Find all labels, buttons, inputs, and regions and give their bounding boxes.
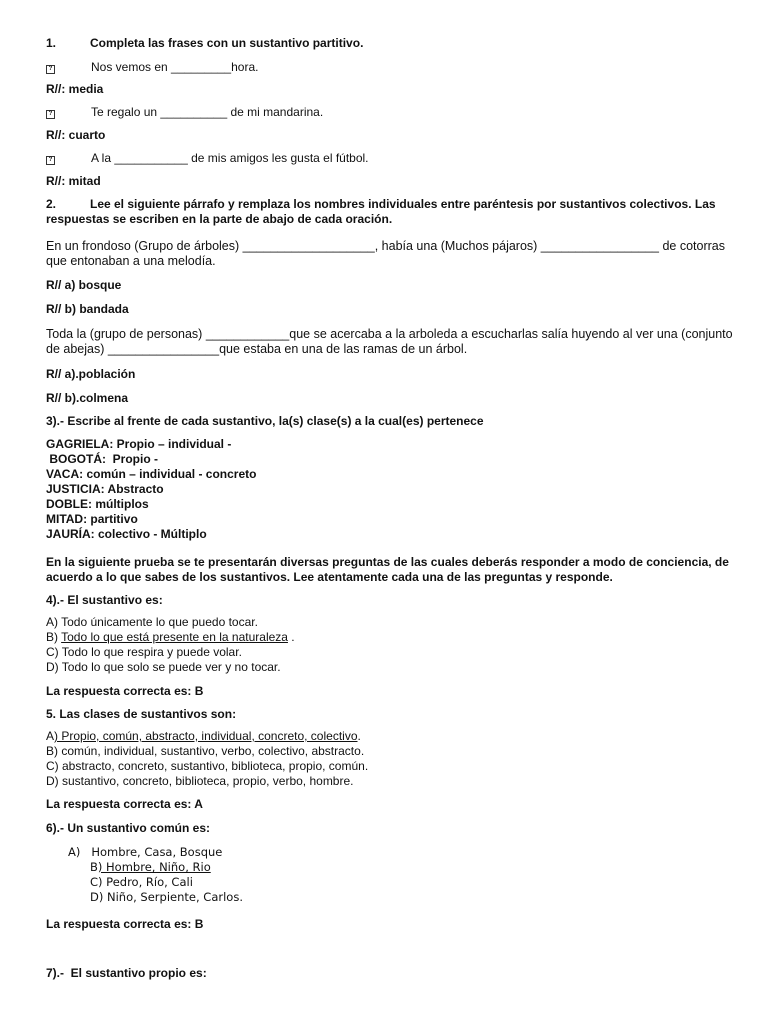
q2-answer-1a: R// a) bosque — [46, 278, 122, 292]
q4-option-b: B) Todo lo que está presente en la naturaleza . — [46, 630, 295, 644]
q3-list — [46, 437, 736, 542]
q4-options — [46, 615, 736, 675]
q2-answer-2b: R// b).colmena — [46, 391, 129, 405]
q1-answer-2: R//: cuarto — [46, 128, 106, 142]
q1-item-1: ? Nos vemos en _________hora. — [46, 60, 736, 75]
q3-line: GAGRIELA: Propio – individual - — [46, 437, 232, 451]
q3-line: VACA: común – individual - concreto — [46, 467, 257, 481]
q6-option-a: A) Hombre, Casa, Bosque — [68, 845, 223, 859]
q1-heading: 1. Completa las frases con un sustantivo partitivo. — [46, 36, 364, 50]
q2-paragraph-2: Toda la (grupo de personas) ____________que se acercaba a la arboleda a escucharlas salía huyendo al ver una (conjunto de abejas) ________________que estaba en una de las ramas de un árbol. — [46, 327, 733, 356]
checkbox-bullet-icon: ? — [46, 110, 55, 119]
q2-paragraph-1: En un frondoso (Grupo de árboles) ___________________, había una (Muchos pájaros) _________________ de cotorras que entonaban a una melodía. — [46, 239, 725, 268]
q6-heading: 6).- Un sustantivo común es: — [46, 821, 211, 835]
q6-option-c: C) Pedro, Río, Cali — [90, 875, 193, 889]
q3-line: DOBLE: múltiplos — [46, 497, 149, 511]
q3-heading: 3).- Escribe al frente de cada sustantivo, la(s) clase(s) a la cual(es) pertenece — [46, 414, 484, 428]
q3-line: JAURÍA: colectivo - Múltiplo — [46, 527, 207, 541]
q1-answer-3: R//: mitad — [46, 174, 101, 188]
q3-line: MITAD: partitivo — [46, 512, 138, 526]
q5-option-b: B) común, individual, sustantivo, verbo, colectivo, abstracto. — [46, 744, 365, 758]
q4-option-d: D) Todo lo que solo se puede ver y no tocar. — [46, 660, 281, 674]
q5-option-d: D) sustantivo, concreto, biblioteca, propio, verbo, hombre. — [46, 774, 354, 788]
q4-option-c: C) Todo lo que respira y puede volar. — [46, 645, 242, 659]
checkbox-bullet-icon: ? — [46, 156, 55, 165]
checkbox-bullet-icon: ? — [46, 65, 55, 74]
q2-answer-1b: R// b) bandada — [46, 302, 129, 316]
q1-answer-1: R//: media — [46, 82, 104, 96]
q6-option-b: B) Hombre, Niño, Rio — [90, 860, 211, 874]
q5-answer: La respuesta correcta es: A — [46, 797, 203, 811]
q6-answer: La respuesta correcta es: B — [46, 917, 204, 931]
q1-item-3: ? A la ___________ de mis amigos les gusta el fútbol. — [46, 151, 736, 166]
q3-line: BOGOTÁ: Propio - — [46, 452, 158, 466]
q4-answer: La respuesta correcta es: B — [46, 684, 204, 698]
q6-options — [46, 845, 736, 905]
q4-option-a: A) Todo únicamente lo que puedo tocar. — [46, 615, 258, 629]
q1-item-2: ? Te regalo un __________ de mi mandarina. — [46, 105, 736, 120]
q6-option-d: D) Niño, Serpiente, Carlos. — [90, 890, 243, 904]
q5-option-a: A) Propio, común, abstracto, individual, concreto, colectivo. — [46, 729, 361, 743]
q2-heading: 2. Lee el siguiente párrafo y remplaza los nombres individuales entre paréntesis por sustantivos colectivos. Las respuestas se escriben en la parte de abajo de cada oración. — [46, 197, 716, 226]
q4-heading: 4).- El sustantivo es: — [46, 593, 163, 607]
q2-answer-2a: R// a).población — [46, 367, 136, 381]
q5-options — [46, 729, 736, 789]
intro-paragraph: En la siguiente prueba se te presentarán diversas preguntas de las cuales deberás responder a modo de conciencia, de acuerdo a lo que sabes de los sustantivos. Lee atentamente cada una de las preguntas y responde. — [46, 555, 729, 584]
q7-heading: 7).- El sustantivo propio es: — [46, 966, 207, 980]
q5-option-c: C) abstracto, concreto, sustantivo, biblioteca, propio, común. — [46, 759, 369, 773]
q3-line: JUSTICIA: Abstracto — [46, 482, 164, 496]
q5-heading: 5. Las clases de sustantivos son: — [46, 707, 237, 721]
